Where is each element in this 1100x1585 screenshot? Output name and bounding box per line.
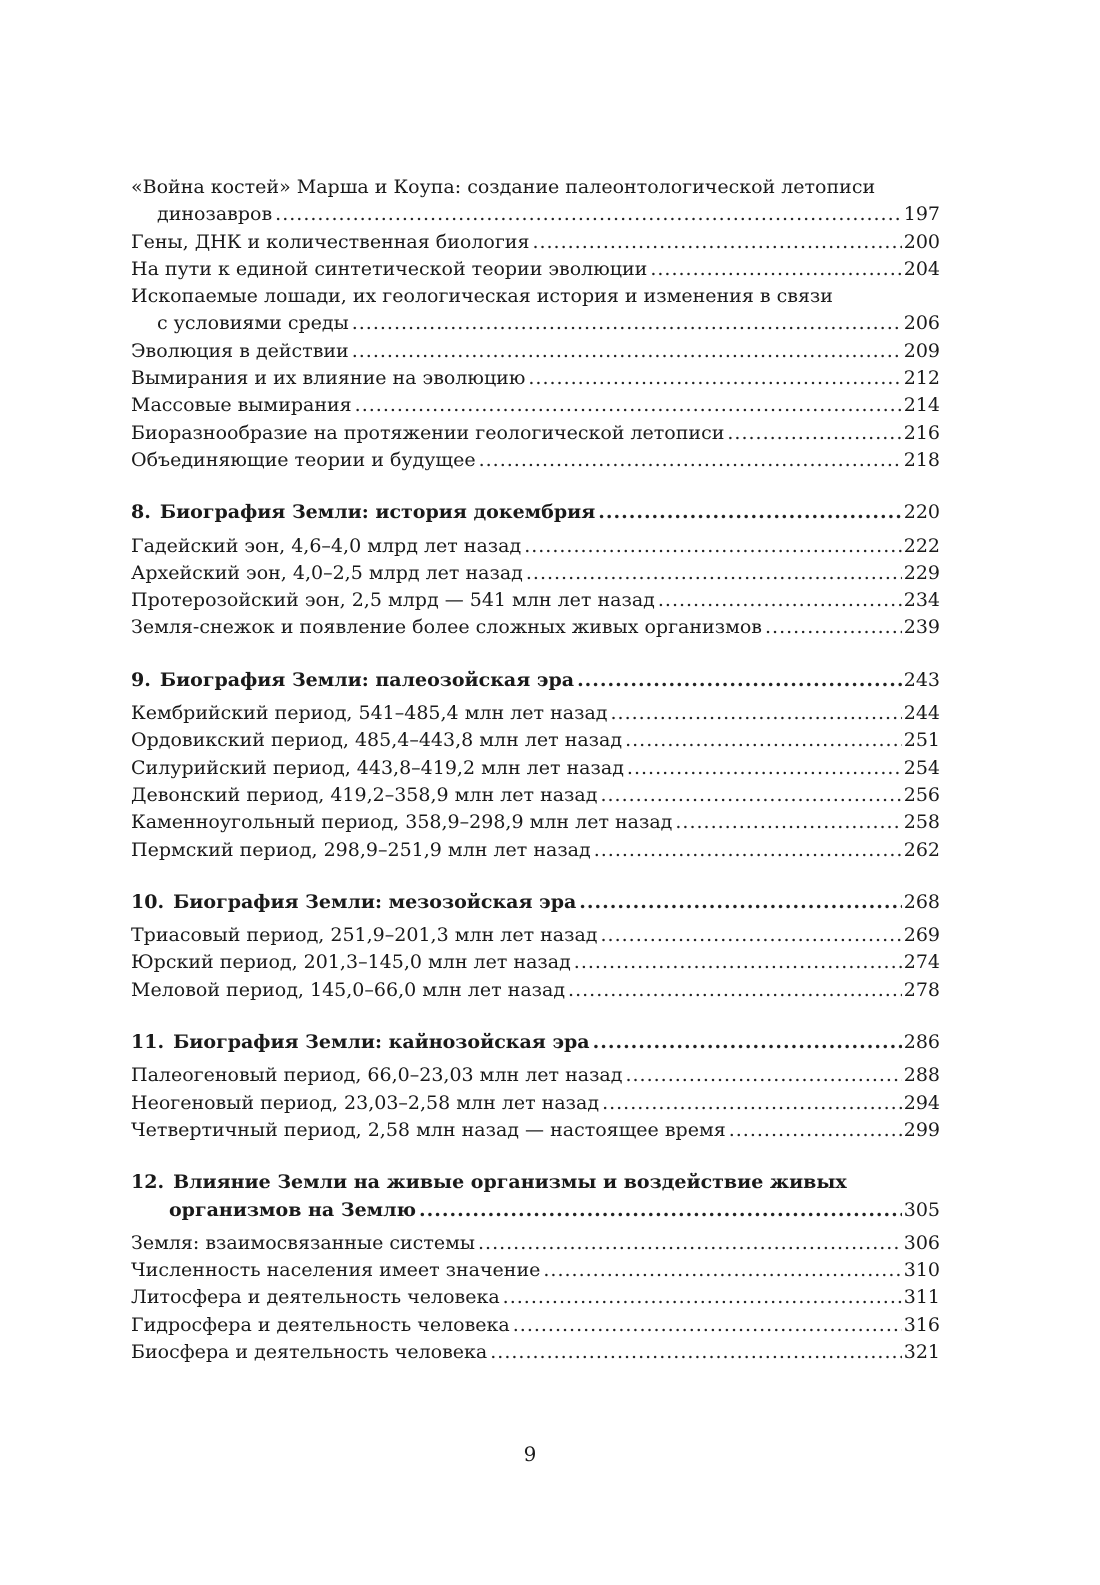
chapter-title-text: Биография Земли: история докембрия: [159, 501, 596, 524]
toc-entry-title: Гадейский эон, 4,6–4,0 млрд лет назад: [131, 534, 522, 557]
dot-leader: [526, 560, 902, 587]
toc-entry: [131, 809, 940, 836]
dot-leader: [532, 229, 901, 256]
toc-entry-title: Четвертичный период, 2,58 млн назад — настоящее время: [131, 1118, 726, 1141]
toc-entry: [131, 1339, 940, 1366]
toc-entry-title: Земля: взаимосвязанные системы: [131, 1231, 475, 1254]
toc-entry-title: Палеогеновый период, 66,0–23,03 млн лет назад: [131, 1064, 623, 1087]
toc-entry-title: Объединяющие теории и будущее: [131, 448, 476, 471]
chapter-title-text: Биография Земли: палеозойская эра: [159, 668, 575, 691]
toc-entry: [131, 229, 940, 256]
dot-leader: [528, 365, 901, 392]
dot-leader: [625, 727, 902, 754]
toc-entry-page: 310: [903, 1259, 940, 1282]
toc-entry: [131, 922, 940, 949]
dot-leader: [577, 667, 902, 694]
chapter-number: 8.: [131, 501, 151, 524]
toc-entry-page: 214: [903, 394, 940, 417]
chapter-title-row: [131, 499, 940, 526]
chapter-heading-12: [131, 1169, 940, 1224]
dot-leader: [600, 782, 901, 809]
chapter-title-line1: [131, 1169, 940, 1196]
toc-entry: [131, 420, 940, 447]
toc-entry-page: 197: [903, 203, 940, 226]
dot-leader: [352, 338, 902, 365]
chapter-title: [131, 667, 574, 694]
table-of-contents: [131, 174, 940, 1366]
dot-leader: [594, 837, 902, 864]
toc-entry-page: 288: [903, 1064, 940, 1087]
dot-leader: [658, 587, 902, 614]
toc-entry-title: Земля-снежок и появление более сложных живых организмов: [131, 616, 762, 639]
dot-leader: [543, 1257, 901, 1284]
toc-entry-page: 216: [903, 421, 940, 444]
dot-leader: [593, 1029, 902, 1056]
toc-entry-page: 294: [903, 1091, 940, 1114]
toc-entry-title: Неогеновый период, 23,03–2,58 млн лет назад: [131, 1091, 600, 1114]
toc-entry-title: Каменноугольный период, 358,9–298,9 млн лет назад: [131, 811, 673, 834]
toc-entry-page: 306: [903, 1231, 940, 1254]
toc-entry-page: 234: [903, 589, 940, 612]
chapter-title: [131, 889, 576, 916]
toc-entry-title: Кембрийский период, 541–485,4 млн лет назад: [131, 702, 608, 725]
toc-entry-title: Гидросфера и деятельность человека: [131, 1313, 510, 1336]
toc-entry: [131, 256, 940, 283]
toc-entry: [131, 1257, 940, 1284]
toc-entry-title: Вымирания и их влияние на эволюцию: [131, 367, 526, 390]
dot-leader: [524, 533, 902, 560]
toc-entry: [131, 755, 940, 782]
toc-entry: [131, 1284, 940, 1311]
toc-entry-page: 321: [903, 1340, 940, 1363]
chapter-title-row: [131, 889, 940, 916]
chapter-heading-8: [131, 499, 940, 526]
chapter-page: 286: [903, 1031, 940, 1054]
toc-entry-title: Юрский период, 201,3–145,0 млн лет назад: [131, 951, 571, 974]
dot-leader: [579, 889, 901, 916]
dot-leader: [765, 614, 902, 641]
dot-leader: [574, 949, 902, 976]
chapter-heading-10: [131, 889, 940, 916]
toc-entry-title: Литосфера и деятельность человека: [131, 1286, 500, 1309]
chapter-page: 305: [903, 1198, 940, 1221]
dot-leader: [729, 1117, 902, 1144]
chapter-title: [131, 499, 595, 526]
toc-entry-page: 258: [903, 811, 940, 834]
chapter-page: 243: [903, 668, 940, 691]
toc-entry-page: 254: [903, 756, 940, 779]
chapter-entries-11: [131, 1062, 940, 1144]
toc-entry: [131, 1230, 940, 1257]
toc-entry-page: 256: [903, 783, 940, 806]
chapter-title-text: Биография Земли: мезозойская эра: [173, 890, 577, 913]
toc-entry: [131, 533, 940, 560]
toc-entry: [131, 201, 940, 228]
chapter-page: 220: [903, 501, 940, 524]
chapter-entries-9: [131, 700, 940, 864]
toc-entry-page: 316: [903, 1313, 940, 1336]
chapter-heading-11: [131, 1029, 940, 1056]
toc-entry-page: 212: [903, 367, 940, 390]
toc-entry-page: 251: [903, 729, 940, 752]
dot-leader: [478, 1230, 902, 1257]
toc-entry: [131, 587, 940, 614]
toc-entry-page: 206: [903, 312, 940, 335]
dot-leader: [675, 809, 901, 836]
dot-leader: [650, 256, 901, 283]
toc-entry-title: динозавров: [157, 203, 273, 226]
toc-entry-page: 204: [903, 257, 940, 280]
chapter-number: 11.: [131, 1031, 165, 1054]
toc-entry-page: 299: [903, 1118, 940, 1141]
toc-entry-page: 209: [903, 339, 940, 362]
toc-entry: [131, 447, 940, 474]
dot-leader: [352, 310, 902, 337]
dot-leader: [602, 1090, 902, 1117]
toc-section-continued: [131, 174, 940, 474]
toc-entry: [131, 338, 940, 365]
toc-entry-page: 311: [903, 1286, 940, 1309]
dot-leader: [610, 700, 901, 727]
toc-entry: [131, 727, 940, 754]
dot-leader: [627, 755, 902, 782]
toc-entry: [131, 1117, 940, 1144]
toc-entry: [131, 700, 940, 727]
toc-entry: [131, 977, 940, 1004]
toc-entry-title: Архейский эон, 4,0–2,5 млрд лет назад: [131, 561, 523, 584]
toc-entry-title: Протерозойский эон, 2,5 млрд — 541 млн лет назад: [131, 589, 655, 612]
chapter-title-row: [131, 1029, 940, 1056]
dot-leader: [568, 977, 902, 1004]
chapter-number: 9.: [131, 668, 151, 691]
dot-leader: [503, 1284, 902, 1311]
toc-entry-page: 222: [903, 534, 940, 557]
toc-entry-page: 218: [903, 448, 940, 471]
toc-entry-title: Биосфера и деятельность человека: [131, 1340, 488, 1363]
toc-entry-title: Меловой период, 145,0–66,0 млн лет назад: [131, 978, 566, 1001]
chapter-title: [131, 1029, 590, 1056]
chapter-page: 268: [903, 890, 940, 913]
toc-entry-title: Биоразнообразие на протяжении геологической летописи: [131, 421, 725, 444]
toc-entry: [131, 949, 940, 976]
toc-entry: [131, 1312, 940, 1339]
toc-entry: [131, 614, 940, 641]
chapter-title-line2: организмов на Землю: [169, 1198, 417, 1221]
dot-leader: [625, 1062, 901, 1089]
toc-entry: [131, 1062, 940, 1089]
toc-entry-title: Численность населения имеет значение: [131, 1259, 541, 1282]
toc-entry-page: 274: [903, 951, 940, 974]
toc-entry: [131, 837, 940, 864]
toc-entry-title: Массовые вымирания: [131, 394, 352, 417]
toc-entry-title: Пермский период, 298,9–251,9 млн лет назад: [131, 838, 591, 861]
toc-entry-page: 200: [903, 230, 940, 253]
dot-leader: [490, 1339, 901, 1366]
toc-entry-title: На пути к единой синтетической теории эволюции: [131, 257, 648, 280]
chapter-title-text: Влияние Земли на живые организмы и воздействие живых: [173, 1171, 847, 1194]
toc-entry: [131, 1090, 940, 1117]
dot-leader: [513, 1312, 902, 1339]
toc-entry: [131, 782, 940, 809]
toc-entry-title: Девонский период, 419,2–358,9 млн лет назад: [131, 783, 598, 806]
toc-entry-title: Силурийский период, 443,8–419,2 млн лет назад: [131, 756, 624, 779]
toc-entry-page: 278: [903, 978, 940, 1001]
toc-entry: [131, 310, 940, 337]
chapter-title-row: [131, 667, 940, 694]
toc-entry-page: 262: [903, 838, 940, 861]
chapter-entries-8: [131, 533, 940, 642]
chapter-entries-10: [131, 922, 940, 1004]
dot-leader: [601, 922, 902, 949]
dot-leader: [275, 201, 902, 228]
toc-entry-line1: Ископаемые лошади, их геологическая история и изменения в связи: [131, 285, 833, 308]
dot-leader: [479, 447, 902, 474]
chapter-heading-9: [131, 667, 940, 694]
chapter-entries-12: [131, 1230, 940, 1366]
dot-leader: [598, 499, 901, 526]
toc-entry-title: Триасовый период, 251,9–201,3 млн лет назад: [131, 924, 598, 947]
toc-entry-title: Ордовикский период, 485,4–443,8 млн лет назад: [131, 729, 623, 752]
page-number: 9: [523, 1442, 537, 1466]
dot-leader: [355, 392, 902, 419]
toc-entry-page: 244: [903, 702, 940, 725]
chapter-title-row: [131, 1197, 940, 1224]
toc-entry-page: 269: [903, 924, 940, 947]
chapter-number: 10.: [131, 890, 165, 913]
toc-entry-title: Эволюция в действии: [131, 339, 349, 362]
chapter-number: 12.: [131, 1171, 165, 1194]
toc-entry-line1: «Война костей» Марша и Коупа: создание палеонтологической летописи: [131, 176, 876, 198]
toc-entry-title: Гены, ДНК и количественная биология: [131, 230, 530, 253]
toc-entry-page: 239: [903, 616, 940, 639]
chapter-title-text: Биография Земли: кайнозойская эра: [173, 1031, 590, 1054]
toc-entry-title: с условиями среды: [157, 312, 349, 335]
toc-entry: [131, 365, 940, 392]
toc-entry: [131, 392, 940, 419]
toc-entry: [131, 560, 940, 587]
dot-leader: [727, 420, 901, 447]
toc-entry-page: 229: [903, 561, 940, 584]
dot-leader: [419, 1197, 902, 1224]
